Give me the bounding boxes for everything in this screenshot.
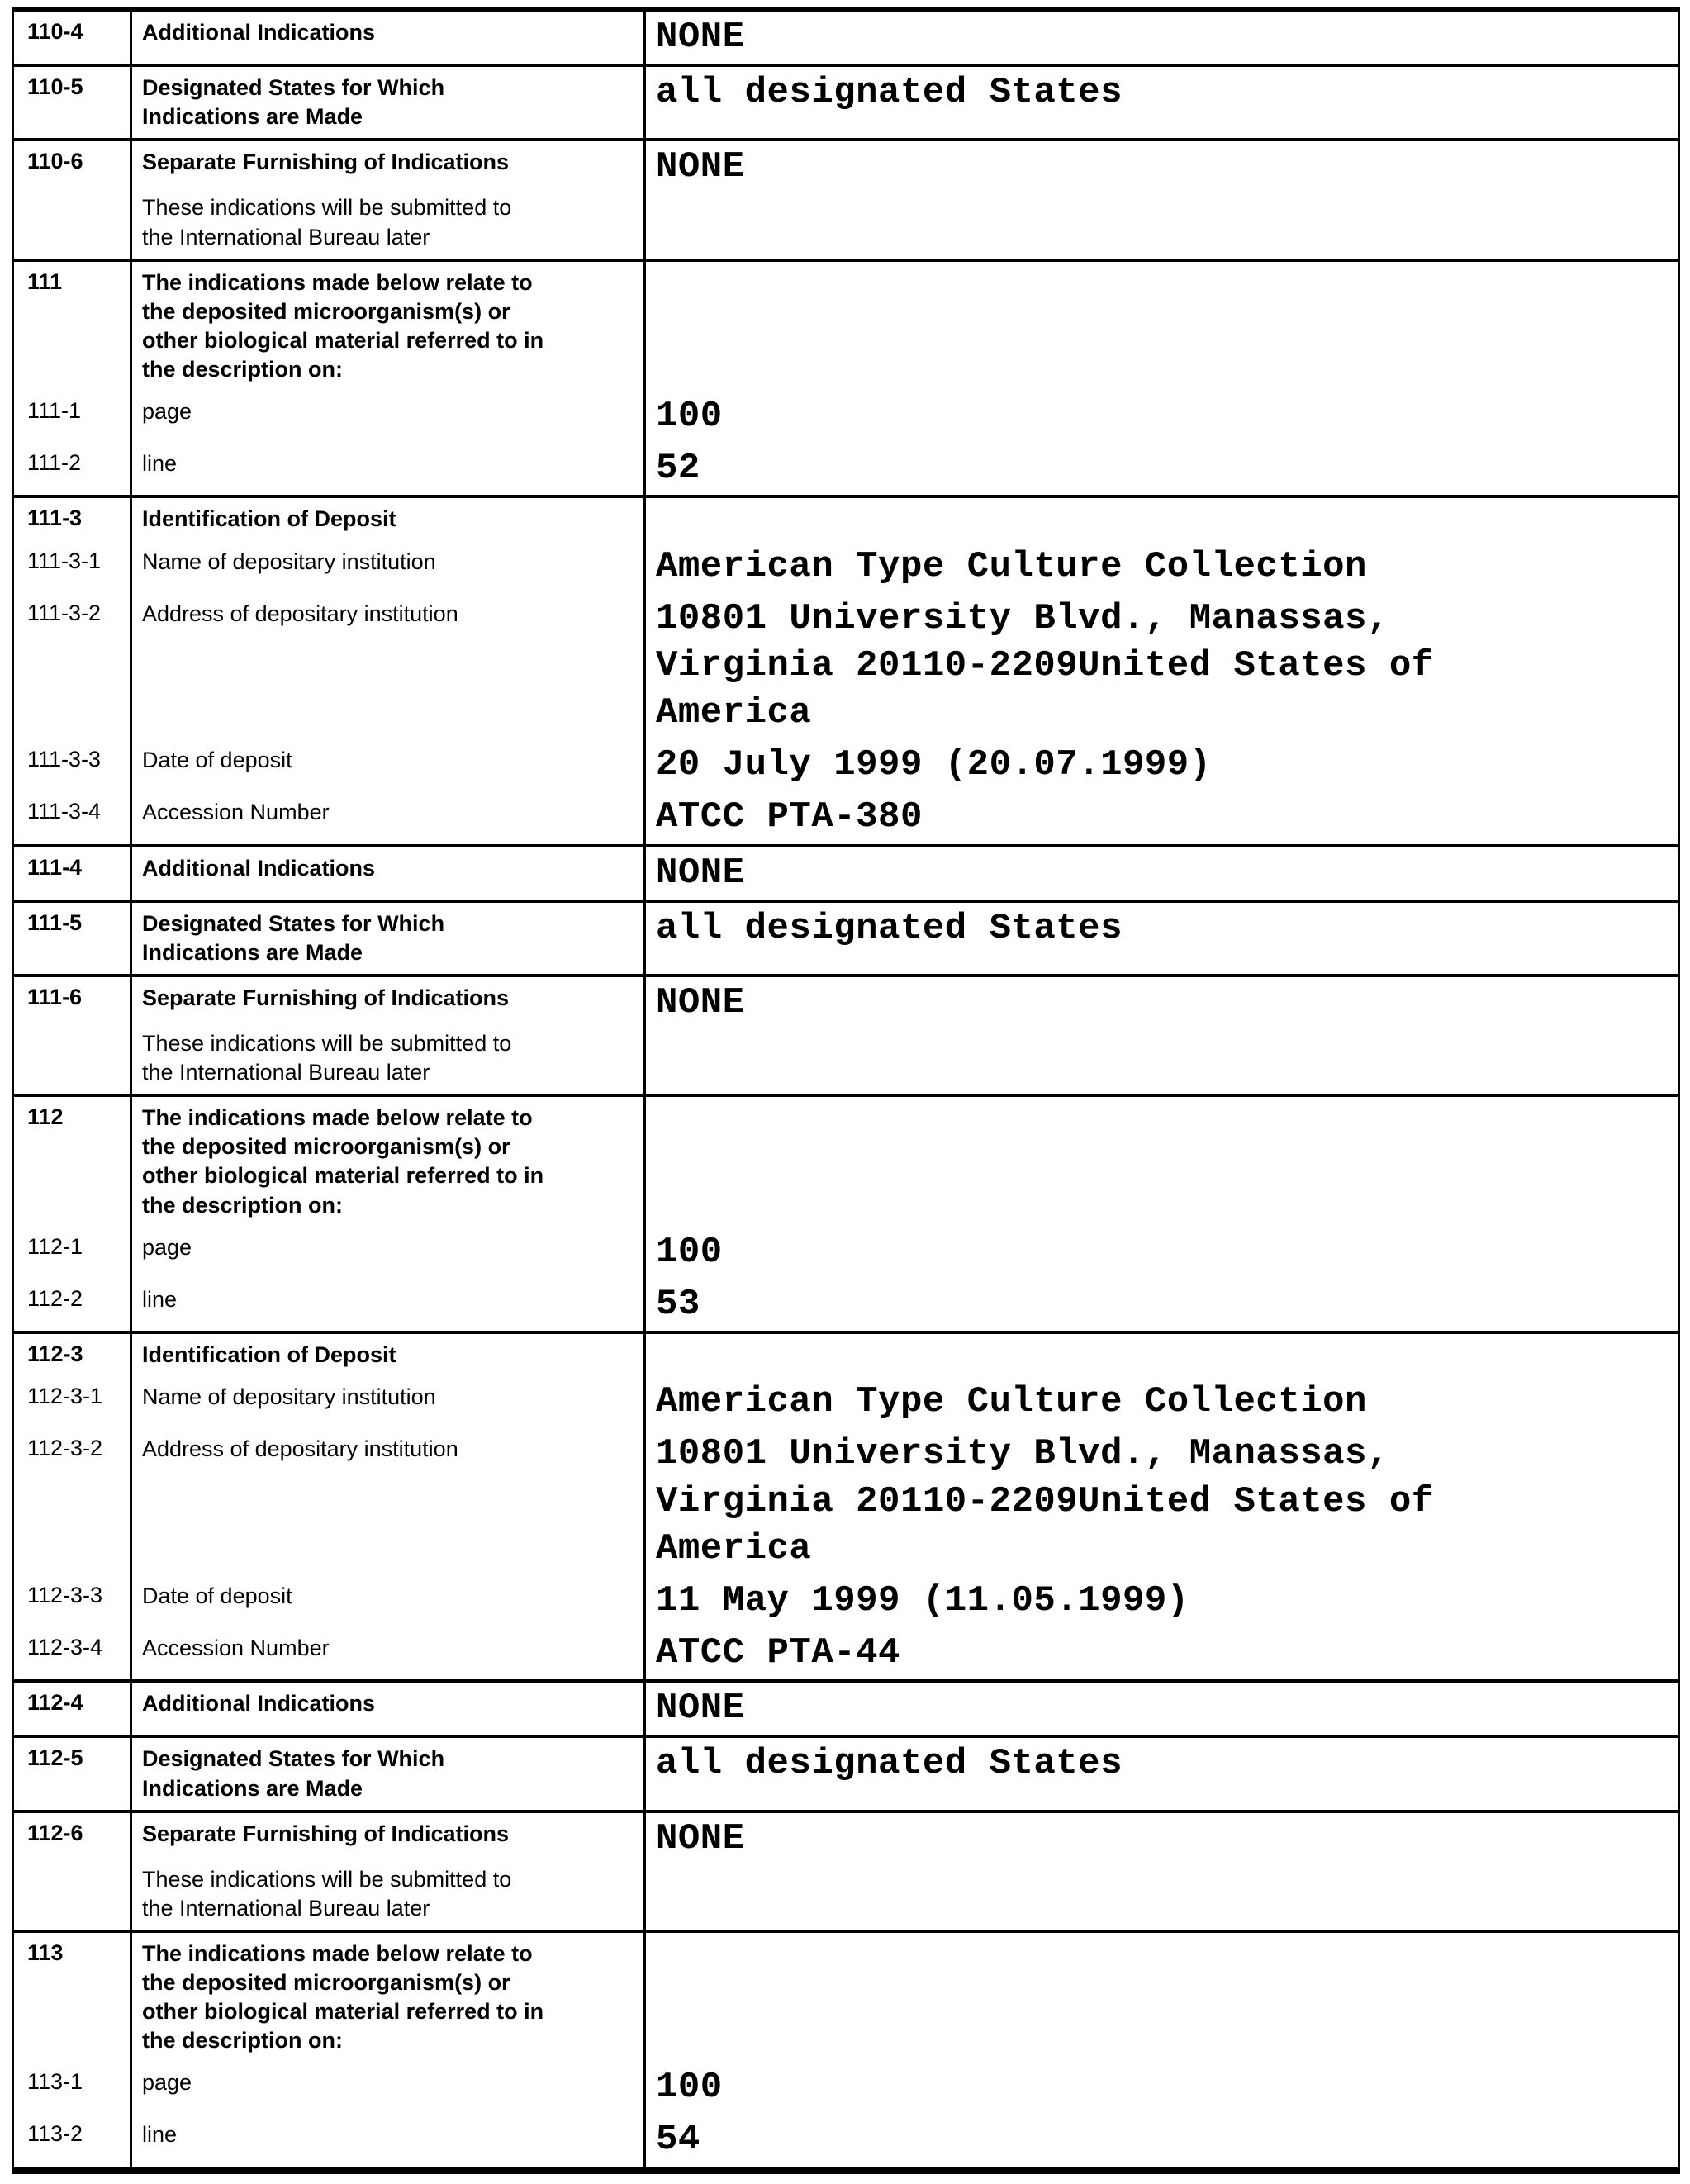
row-label-cell	[130, 443, 646, 495]
row-label: Identification of Deposit	[142, 506, 396, 532]
row-code: 112-3	[27, 1341, 83, 1367]
table-row	[14, 1810, 1678, 1930]
row-code: 111-1	[27, 398, 82, 424]
row-value: 100	[656, 396, 723, 438]
row-label: Address of depositary institution	[142, 1436, 458, 1462]
table-row	[14, 138, 1678, 258]
row-value: 11 May 1999 (11.05.1999)	[656, 1579, 1189, 1621]
table-row	[14, 1331, 1678, 1376]
row-code: 111	[27, 268, 63, 294]
row-label: Name of depositary institution	[142, 1384, 436, 1410]
row-label-cell	[130, 262, 646, 391]
row-label-cell	[130, 903, 646, 974]
row-code: 111-4	[27, 854, 83, 880]
row-label-cell	[130, 2062, 646, 2114]
row-label: line	[142, 451, 178, 477]
row-value	[646, 1097, 1678, 1226]
table-row	[14, 1679, 1678, 1735]
row-label: Separate Furnishing of Indications	[142, 1821, 510, 1846]
row-label-cell	[130, 12, 646, 64]
row-label-cell	[130, 1376, 646, 1428]
row-value: all designated States	[656, 1743, 1123, 1785]
row-code: 110-6	[27, 149, 83, 174]
row-label-cell	[130, 1627, 646, 1679]
row-label-cell	[130, 593, 646, 740]
row-code: 112-1	[27, 1233, 83, 1259]
row-value: 54	[656, 2119, 700, 2161]
row-label: Separate Furnishing of Indications	[142, 985, 510, 1010]
row-label: The indications made below relate to the deposited microorganism(s) or other biological material referred to in the description on:	[142, 269, 544, 382]
table-row	[14, 12, 1678, 64]
row-label-cell	[130, 1279, 646, 1331]
table-row	[14, 391, 1678, 443]
row-label: Date of deposit	[142, 1583, 292, 1608]
table-row	[14, 259, 1678, 391]
row-label-cell	[130, 1813, 646, 1930]
table-row	[14, 593, 1678, 740]
row-code: 112	[27, 1104, 64, 1130]
row-label-cell	[130, 1683, 646, 1735]
row-code: 111-3-4	[27, 799, 102, 824]
table-row	[14, 1627, 1678, 1679]
table-row	[14, 64, 1678, 138]
row-value: 10801 University Blvd., Manassas, Virginia 20110-2209United States of America	[656, 1433, 1434, 1569]
table-row	[14, 1930, 1678, 2062]
row-value: 20 July 1999 (20.07.1999)	[656, 744, 1212, 786]
row-value: NONE	[656, 852, 745, 894]
table-row	[14, 900, 1678, 974]
table-row	[14, 541, 1678, 593]
row-label: Additional Indications	[142, 1691, 375, 1716]
row-label-note: These indications will be submitted to the International Bureau later	[142, 195, 512, 249]
row-label-cell	[130, 1933, 646, 2062]
table-row	[14, 1575, 1678, 1627]
row-label: Identification of Deposit	[142, 1342, 396, 1368]
row-label: page	[142, 2070, 192, 2096]
row-label-cell	[130, 791, 646, 843]
row-value	[646, 262, 1678, 391]
row-label-cell	[130, 498, 646, 540]
row-code: 111-3-3	[27, 747, 102, 772]
table-row	[14, 2062, 1678, 2114]
row-value: American Type Culture Collection	[656, 1381, 1367, 1423]
row-code: 111-2	[27, 450, 82, 476]
row-code: 113	[27, 1939, 64, 1965]
row-label-cell	[130, 1227, 646, 1279]
row-label-cell	[130, 1334, 646, 1376]
row-value	[646, 1334, 1678, 1376]
row-code: 112-5	[27, 1745, 83, 1771]
row-label: The indications made below relate to the deposited microorganism(s) or other biological material referred to in the description on:	[142, 1105, 544, 1218]
row-code: 110-5	[27, 74, 83, 100]
row-value: 100	[656, 2067, 723, 2109]
table-row	[14, 1279, 1678, 1331]
row-code: 113-2	[27, 2121, 83, 2147]
table-row	[14, 1227, 1678, 1279]
row-label-cell	[130, 391, 646, 443]
row-code: 112-2	[27, 1285, 83, 1311]
row-code: 112-3-1	[27, 1384, 103, 1409]
row-label: Address of depositary institution	[142, 601, 458, 626]
row-code: 110-4	[27, 19, 83, 44]
table-row	[14, 791, 1678, 843]
row-label: Date of deposit	[142, 748, 292, 773]
table-row	[14, 1094, 1678, 1226]
row-code: 111-6	[27, 985, 83, 1009]
row-value: American Type Culture Collection	[656, 545, 1367, 587]
row-label-cell	[130, 847, 646, 900]
row-value: 53	[656, 1283, 700, 1325]
table-row	[14, 443, 1678, 495]
row-code: 113-1	[27, 2069, 83, 2095]
row-label-cell	[130, 67, 646, 138]
row-code: 111-5	[27, 909, 83, 935]
row-value: 52	[656, 448, 700, 490]
row-value: all designated States	[656, 72, 1123, 114]
row-label-note: These indications will be submitted to the International Bureau later	[142, 1866, 512, 1920]
row-value: ATCC PTA-380	[656, 796, 923, 838]
table-row	[14, 739, 1678, 791]
row-value: 100	[656, 1231, 723, 1273]
row-value: NONE	[656, 146, 745, 188]
row-label: page	[142, 1234, 192, 1260]
row-value	[646, 498, 1678, 540]
row-code: 111-3	[27, 506, 83, 531]
row-value: ATCC PTA-44	[656, 1632, 900, 1674]
row-label: Designated States for Which Indications are Made	[142, 1746, 445, 1801]
row-label: Accession Number	[142, 800, 330, 825]
row-value: NONE	[656, 982, 745, 1023]
row-label: Name of depositary institution	[142, 548, 436, 574]
table-row	[14, 2114, 1678, 2166]
row-label: Separate Furnishing of Indications	[142, 150, 510, 175]
row-label: Designated States for Which Indications are Made	[142, 910, 445, 965]
row-value: 10801 University Blvd., Manassas, Virginia 20110-2209United States of America	[656, 597, 1434, 734]
row-label: line	[142, 1286, 178, 1312]
row-label: page	[142, 399, 192, 425]
row-label: The indications made below relate to the deposited microorganism(s) or other biological material referred to in the description on:	[142, 1940, 544, 2053]
row-label: line	[142, 2122, 178, 2148]
row-label-cell	[130, 2114, 646, 2166]
table-row	[14, 1735, 1678, 1809]
row-label-cell	[130, 1097, 646, 1226]
row-label-cell	[130, 1575, 646, 1627]
row-code: 112-3-3	[27, 1582, 103, 1607]
row-label-cell	[130, 977, 646, 1094]
row-label-cell	[130, 141, 646, 258]
row-label: Designated States for Which Indications are Made	[142, 75, 445, 130]
table-row	[14, 844, 1678, 900]
row-label-note: These indications will be submitted to the International Bureau later	[142, 1031, 512, 1085]
row-label-cell	[130, 1428, 646, 1575]
row-value: NONE	[656, 1688, 745, 1730]
row-label-cell	[130, 541, 646, 593]
row-value: NONE	[656, 1817, 745, 1859]
row-label: Accession Number	[142, 1636, 330, 1661]
row-code: 112-6	[27, 1820, 83, 1845]
row-code: 112-4	[27, 1690, 83, 1716]
table-row	[14, 974, 1678, 1094]
row-label: Additional Indications	[142, 20, 375, 45]
row-code: 112-3-4	[27, 1635, 103, 1660]
row-code: 111-3-1	[27, 548, 102, 573]
indications-table	[12, 7, 1680, 2174]
row-code: 111-3-2	[27, 600, 102, 625]
table-row	[14, 1376, 1678, 1428]
row-code: 112-3-2	[27, 1436, 103, 1461]
row-label-cell	[130, 1738, 646, 1809]
row-value	[646, 1933, 1678, 2062]
row-label-cell	[130, 739, 646, 791]
table-row	[14, 495, 1678, 540]
row-value: NONE	[656, 17, 745, 58]
table-row	[14, 1428, 1678, 1575]
row-label: Additional Indications	[142, 855, 375, 881]
row-value: all designated States	[656, 907, 1123, 949]
